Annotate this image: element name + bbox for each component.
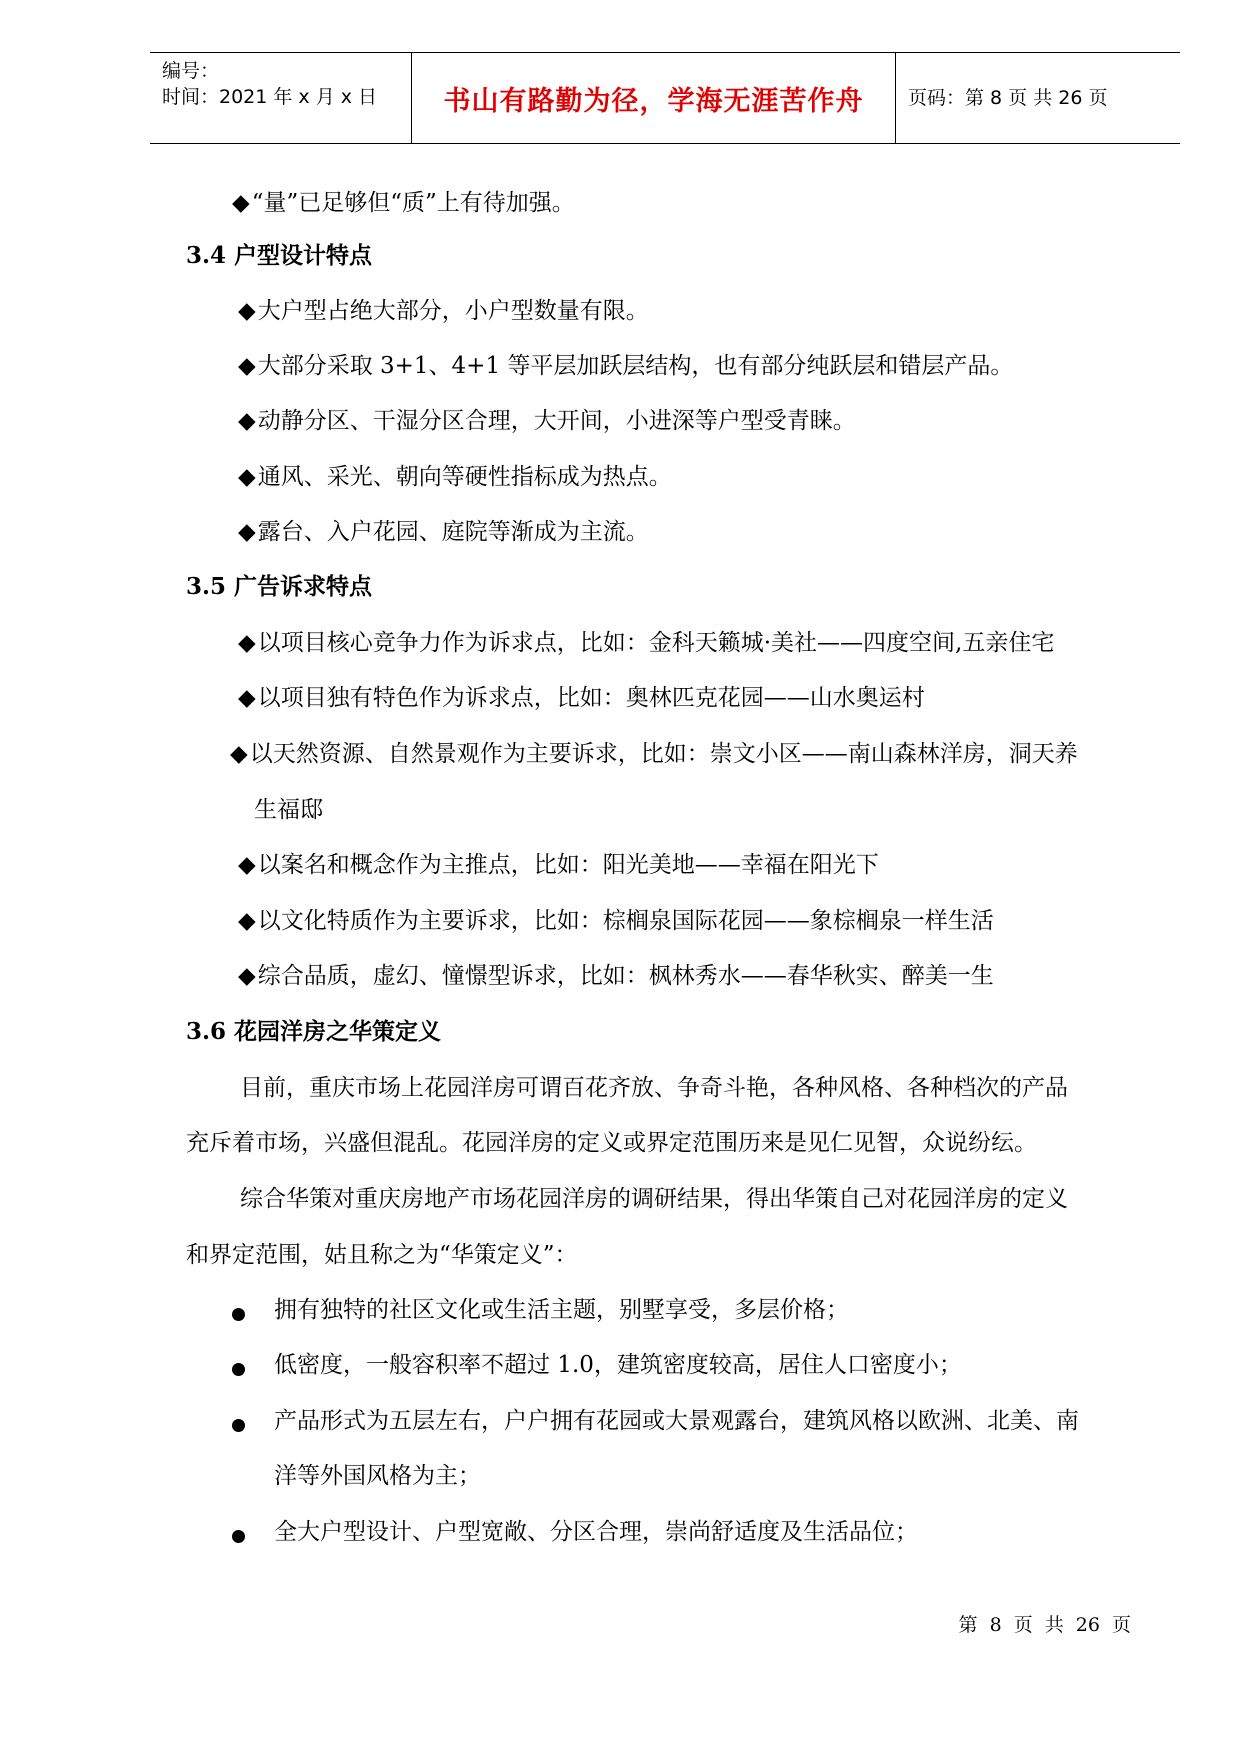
document-number-label: 编号： bbox=[162, 60, 220, 82]
list-item bbox=[238, 296, 649, 326]
diamond-bullet-icon: ◆ bbox=[238, 630, 256, 656]
list-item-text: 大部分采取 3+1、4+1 等平层加跃层结构，也有部分纯跃层和错层产品。 bbox=[257, 353, 1014, 379]
dot-bullet-icon bbox=[232, 1363, 245, 1376]
bullet-item: 产品形式为五层左右，户户拥有花园或大景观露台，建筑风格以欧洲、北美、南 bbox=[274, 1408, 1079, 1434]
list-item bbox=[238, 906, 994, 936]
section-heading-3-6: 3.6 花园洋房之华策定义 bbox=[186, 1018, 442, 1045]
diamond-bullet-icon: ◆ bbox=[238, 408, 256, 434]
header-page-number: 页码：第 8 页 共 26 页 bbox=[908, 87, 1108, 109]
paragraph-line: 目前，重庆市场上花园洋房可谓百花齐放、争奇斗艳，各种风格、各种档次的产品 bbox=[240, 1075, 1068, 1101]
diamond-bullet-icon: ◆ bbox=[238, 852, 256, 878]
diamond-bullet-icon: ◆ bbox=[238, 519, 256, 545]
list-item-text: 以项目核心竞争力作为诉求点，比如：金科天籁城·美社——四度空间,五亲住宅 bbox=[257, 630, 1055, 656]
paragraph-line: 和界定范围，姑且称之为“华策定义”： bbox=[186, 1242, 578, 1268]
bullet-item: 低密度，一般容积率不超过 1.0，建筑密度较高，居住人口密度小； bbox=[274, 1352, 962, 1378]
diamond-bullet-icon: ◆ bbox=[238, 298, 256, 324]
list-item-text: 通风、采光、朝向等硬性指标成为热点。 bbox=[257, 464, 672, 490]
diamond-bullet-icon: ◆ bbox=[238, 908, 256, 934]
paragraph-line: 充斥着市场，兴盛但混乱。花园洋房的定义或界定范围历来是见仁见智，众说纷纭。 bbox=[186, 1130, 1037, 1156]
list-item bbox=[238, 517, 649, 547]
list-item-text: 综合品质，虚幻、憧憬型诉求，比如：枫林秀水——春华秋实、醉美一生 bbox=[257, 963, 994, 989]
bullet-item-continuation: 洋等外国风格为主； bbox=[274, 1463, 481, 1489]
dot-bullet-icon bbox=[232, 1419, 245, 1432]
paragraph-line: 综合华策对重庆房地产市场花园洋房的调研结果，得出华策自己对花园洋房的定义 bbox=[240, 1186, 1068, 1212]
list-item bbox=[238, 462, 672, 492]
list-item-text: 以文化特质作为主要诉求，比如：棕榈泉国际花园——象棕榈泉一样生活 bbox=[257, 908, 994, 934]
diamond-bullet-icon: ◆ bbox=[232, 190, 250, 216]
diamond-bullet-icon: ◆ bbox=[238, 963, 256, 989]
list-item bbox=[238, 628, 1054, 658]
list-item-text: 大户型占绝大部分，小户型数量有限。 bbox=[257, 298, 649, 324]
list-item bbox=[238, 351, 1013, 381]
list-item bbox=[238, 406, 856, 436]
document-time-label: 时间：2021 年 x 月 x 日 bbox=[162, 86, 378, 108]
diamond-bullet-icon: ◆ bbox=[238, 685, 256, 711]
dot-bullet-icon bbox=[232, 1308, 245, 1321]
header-motto: 书山有路勤为径，学海无涯苦作舟 bbox=[443, 85, 864, 117]
bullet-item: 拥有独特的社区文化或生活主题，别墅享受，多层价格； bbox=[274, 1297, 849, 1323]
list-item-text: 以项目独有特色作为诉求点，比如：奥林匹克花园——山水奥运村 bbox=[257, 685, 925, 711]
page-header bbox=[150, 52, 1180, 144]
dot-bullet-icon bbox=[232, 1530, 245, 1543]
list-item-text: 露台、入户花园、庭院等渐成为主流。 bbox=[257, 519, 649, 545]
list-item-text: “量”已足够但“质”上有待加强。 bbox=[251, 190, 575, 216]
list-item bbox=[232, 188, 575, 218]
list-item bbox=[230, 739, 1078, 769]
diamond-bullet-icon: ◆ bbox=[238, 464, 256, 490]
list-item bbox=[238, 850, 879, 880]
list-item-text: 动静分区、干湿分区合理，大开间，小进深等户型受青睐。 bbox=[257, 408, 856, 434]
list-item bbox=[238, 683, 925, 713]
header-page-cell bbox=[896, 53, 1180, 143]
list-item-text: 以案名和概念作为主推点，比如：阳光美地——幸福在阳光下 bbox=[257, 852, 879, 878]
list-item-text: 以天然资源、自然景观作为主要诉求，比如：崇文小区——南山森林洋房，洞天养 bbox=[249, 741, 1078, 767]
header-meta-cell bbox=[150, 53, 412, 143]
section-heading-3-4: 3.4 户型设计特点 bbox=[186, 242, 373, 269]
list-item-continuation: 生福邸 bbox=[254, 797, 323, 823]
diamond-bullet-icon: ◆ bbox=[230, 741, 248, 767]
page-footer-number: 第 8 页 共 26 页 bbox=[958, 1614, 1131, 1636]
list-item bbox=[238, 961, 994, 991]
section-heading-3-5: 3.5 广告诉求特点 bbox=[186, 573, 373, 600]
header-motto-cell bbox=[412, 53, 896, 143]
diamond-bullet-icon: ◆ bbox=[238, 353, 256, 379]
bullet-item: 全大户型设计、户型宽敞、分区合理，崇尚舒适度及生活品位； bbox=[274, 1519, 918, 1545]
